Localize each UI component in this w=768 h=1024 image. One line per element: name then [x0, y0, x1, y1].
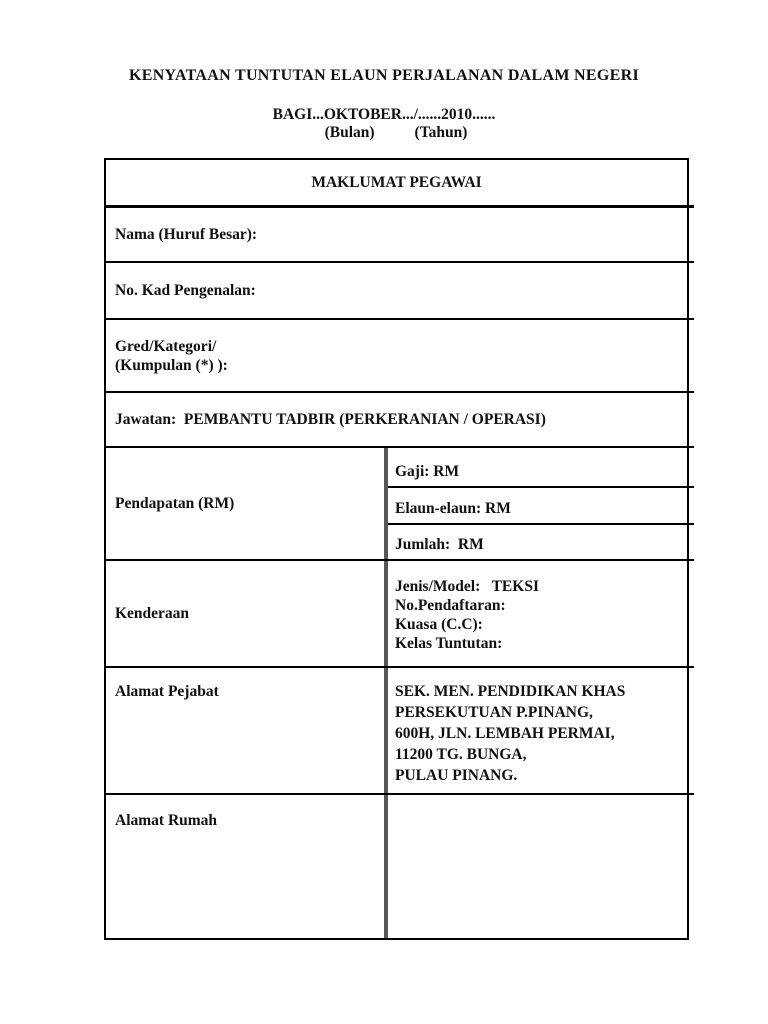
alamat-pejabat-line-3: 600H, JLN. LEMBAH PERMAI, [395, 725, 615, 742]
row-nama [106, 208, 687, 263]
jumlah-subrow [388, 525, 687, 559]
kenderaan-details [388, 561, 687, 653]
alamat-pejabat-address [388, 668, 687, 786]
gred-label-line2: (Kumpulan (*) ): [115, 356, 228, 374]
pendapatan-label: Pendapatan (RM) [115, 494, 235, 512]
kenderaan-line-kelas-tuntutan: Kelas Tuntutan: [395, 635, 503, 652]
alamat-pejabat-line-5: PULAU PINANG. [395, 767, 518, 784]
no-kad-label: No. Kad Pengenalan: [115, 281, 256, 299]
gaji-label: Gaji: RM [395, 463, 460, 480]
document-title: KENYATAAN TUNTUTAN ELAUN PERJALANAN DALAM NEGERI [128, 67, 639, 84]
row-gred-kategori [106, 320, 687, 393]
elaun-label: Elaun-elaun: RM [395, 500, 511, 517]
row-kenderaan [106, 561, 687, 668]
elaun-subrow [388, 488, 687, 525]
jumlah-label: Jumlah: RM [395, 536, 484, 553]
table-header-label: MAKLUMAT PEGAWAI [311, 173, 482, 191]
nama-label: Nama (Huruf Besar): [115, 225, 258, 243]
kenderaan-line-no-pendaftaran: No.Pendaftaran: [395, 597, 506, 614]
kenderaan-value-cell [388, 561, 687, 666]
pendapatan-value-cell [388, 448, 687, 559]
kenderaan-label-cell [106, 561, 388, 666]
period-captions [12, 124, 768, 142]
alamat-pejabat-line-4: 11200 TG. BUNGA, [395, 746, 527, 763]
gred-label [106, 337, 228, 375]
maklumat-pegawai-table [104, 158, 689, 940]
row-pendapatan [106, 448, 687, 561]
row-no-kad-pengenalan [106, 263, 687, 320]
year-caption: (Tahun) [414, 124, 468, 141]
kenderaan-label: Kenderaan [115, 604, 190, 622]
alamat-pejabat-line-1: SEK. MEN. PENDIDIKAN KHAS [395, 683, 626, 700]
table-header-row [106, 160, 687, 208]
alamat-rumah-label-cell [106, 795, 388, 938]
alamat-rumah-value-cell [388, 795, 687, 938]
alamat-pejabat-label: Alamat Pejabat [115, 683, 219, 700]
gred-label-line1: Gred/Kategori/ [115, 337, 217, 355]
alamat-pejabat-line-2: PERSEKUTUAN P.PINANG, [395, 704, 593, 721]
gaji-subrow [388, 448, 687, 488]
alamat-pejabat-value-cell [388, 668, 687, 793]
month-caption: (Bulan) [324, 124, 375, 141]
period-line: BAGI...OKTOBER.../......2010...... [272, 106, 496, 123]
pendapatan-label-cell [106, 448, 388, 559]
kenderaan-line-jenis-model: Jenis/Model: TEKSI [395, 578, 539, 595]
alamat-rumah-label: Alamat Rumah [115, 812, 218, 829]
jawatan-label: Jawatan: PEMBANTU TADBIR (PERKERANIAN / OPERASI) [115, 410, 546, 428]
row-alamat-rumah [106, 795, 687, 938]
row-jawatan [106, 393, 687, 448]
row-alamat-pejabat [106, 668, 687, 795]
kenderaan-line-kuasa: Kuasa (C.C): [395, 616, 483, 633]
alamat-pejabat-label-cell [106, 668, 388, 793]
